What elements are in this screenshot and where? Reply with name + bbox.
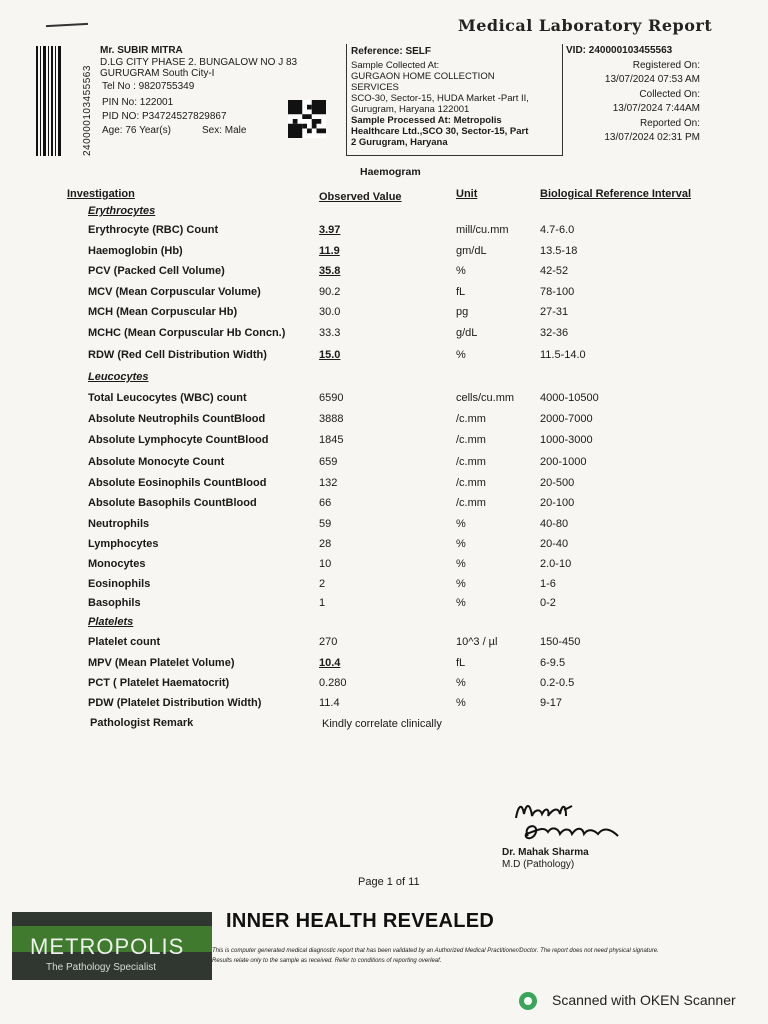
reference-range: 1000-3000 xyxy=(540,434,593,446)
reported-label: Reported On: xyxy=(639,117,700,129)
column-unit: Unit xyxy=(456,188,478,200)
table-row xyxy=(0,677,768,697)
table-row xyxy=(0,245,768,265)
observed-value: 3888 xyxy=(319,413,344,425)
vid: VID: 240000103455563 xyxy=(566,45,673,56)
reference-range: 0.2-0.5 xyxy=(540,677,575,689)
reference-range: 2000-7000 xyxy=(540,413,593,425)
test-name: Absolute Basophils CountBlood xyxy=(88,497,257,509)
unit: 10^3 / µl xyxy=(456,636,498,648)
registered-label: Registered On: xyxy=(632,59,700,71)
logo-name: METROPOLIS xyxy=(30,934,185,959)
dates-block xyxy=(566,44,700,146)
collected-at-2: SERVICES xyxy=(351,82,399,93)
test-name: Absolute Lymphocyte CountBlood xyxy=(88,434,269,446)
observed-value: 66 xyxy=(319,497,332,509)
processed-at-1: Sample Processed At: Metropolis xyxy=(351,115,502,126)
test-name: Eosinophils xyxy=(88,578,151,590)
divider xyxy=(346,44,347,156)
observed-value: 11.9 xyxy=(319,245,340,257)
scanner-watermark: Scanned with OKEN Scanner xyxy=(552,992,736,1008)
registered-date: 13/07/2024 07:53 AM xyxy=(604,74,700,85)
unit: cells/cu.mm xyxy=(456,392,515,404)
table-row xyxy=(0,434,768,454)
patient-tel: Tel No : 9820755349 xyxy=(102,81,195,92)
unit: % xyxy=(456,349,466,361)
column-range: Biological Reference Interval xyxy=(540,188,691,200)
table-row xyxy=(0,477,768,497)
table-row xyxy=(0,518,768,538)
observed-value: 59 xyxy=(319,518,332,530)
table-row xyxy=(0,392,768,412)
section-title: Haemogram xyxy=(360,166,421,178)
reference-range: 1-6 xyxy=(540,578,556,590)
observed-value: 659 xyxy=(319,456,338,468)
observed-value: 2 xyxy=(319,578,326,590)
unit: % xyxy=(456,578,466,590)
divider xyxy=(562,44,563,156)
observed-value: 6590 xyxy=(319,392,344,404)
test-name: Erythrocyte (RBC) Count xyxy=(88,224,219,236)
doctor-name: Dr. Mahak Sharma xyxy=(502,847,589,858)
collected-label: Collected On: xyxy=(639,88,700,100)
unit: /c.mm xyxy=(456,456,486,468)
test-name: Lymphocytes xyxy=(88,538,159,550)
table-row xyxy=(0,657,768,677)
collected-at-1: GURGAON HOME COLLECTION xyxy=(351,71,495,82)
reference-range: 13.5-18 xyxy=(540,245,578,257)
collected-at-4: Gurugram, Haryana 122001 xyxy=(351,104,470,115)
reference-range: 32-36 xyxy=(540,327,569,339)
patient-pid: PID NO: P34724527829867 xyxy=(102,111,227,122)
reference-range: 0-2 xyxy=(540,597,556,609)
reference-range: 78-100 xyxy=(540,286,575,298)
patient-name: Mr. SUBIR MITRA xyxy=(100,45,183,56)
processed-at-3: 2 Gurugram, Haryana xyxy=(351,137,448,148)
patient-sex: Sex: Male xyxy=(202,125,247,136)
unit: % xyxy=(456,558,466,570)
patient-age: Age: 76 Year(s) xyxy=(102,125,171,136)
observed-value: 132 xyxy=(319,477,338,489)
page-number: Page 1 of 11 xyxy=(358,876,420,888)
divider xyxy=(346,155,563,156)
decorative-line xyxy=(46,23,88,27)
test-name: MCV (Mean Corpuscular Volume) xyxy=(88,286,261,298)
unit: % xyxy=(456,538,466,550)
observed-value: 28 xyxy=(319,538,332,550)
test-name: Absolute Monocyte Count xyxy=(88,456,225,468)
test-name: RDW (Red Cell Distribution Width) xyxy=(88,349,267,361)
qr-code-icon xyxy=(288,100,326,138)
reference-range: 20-100 xyxy=(540,497,575,509)
unit: gm/dL xyxy=(456,245,487,257)
unit: % xyxy=(456,265,466,277)
observed-value: 15.0 xyxy=(319,349,341,361)
unit: /c.mm xyxy=(456,497,486,509)
collected-date: 13/07/2024 7:44AM xyxy=(612,103,700,114)
barcode-number: 240000103455563 xyxy=(82,65,93,156)
table-row xyxy=(0,497,768,517)
reference-range: 42-52 xyxy=(540,265,569,277)
unit: pg xyxy=(456,306,469,318)
test-name: Absolute Eosinophils CountBlood xyxy=(88,477,267,489)
reference-range: 2.0-10 xyxy=(540,558,572,570)
table-row xyxy=(0,286,768,306)
observed-value: 1 xyxy=(319,597,326,609)
footer-disclaimer-1: This is computer generated medical diagnostic report that has been validated by an Authorized Medical Practitioner/Doctor. The report does not need physical signature. xyxy=(212,948,659,954)
table-row xyxy=(0,327,768,347)
table-row xyxy=(0,349,768,369)
reported-date: 13/07/2024 02:31 PM xyxy=(604,132,700,143)
collected-at-label: Sample Collected At: xyxy=(351,60,440,71)
test-name: Monocytes xyxy=(88,558,146,570)
reference-range: 20-500 xyxy=(540,477,575,489)
observed-value: 35.8 xyxy=(319,265,341,277)
observed-value: 3.97 xyxy=(319,224,341,236)
table-row xyxy=(0,538,768,558)
patient-pin: PIN No: 122001 xyxy=(102,97,174,108)
observed-value: 11.4 xyxy=(319,697,340,709)
barcode-icon xyxy=(34,46,78,156)
test-name: Haemoglobin (Hb) xyxy=(88,245,183,257)
unit: fL xyxy=(456,286,466,298)
reference-range: 150-450 xyxy=(540,636,581,648)
processed-at-2: Healthcare Ltd.,SCO 30, Sector-15, Part xyxy=(351,126,529,137)
unit: % xyxy=(456,677,466,689)
reference-block xyxy=(351,46,561,148)
group-erythrocytes: Erythrocytes xyxy=(88,205,156,217)
unit: /c.mm xyxy=(456,434,486,446)
column-observed: Observed Value xyxy=(319,191,402,203)
observed-value: 90.2 xyxy=(319,286,341,298)
footer-tagline: INNER HEALTH REVEALED xyxy=(226,910,495,932)
reference-range: 11.5-14.0 xyxy=(540,349,586,361)
collected-at-3: SCO-30, Sector-15, HUDA Market -Part II, xyxy=(351,93,529,104)
reference-range: 6-9.5 xyxy=(540,657,566,669)
scanner-icon xyxy=(518,991,538,1011)
patient-address-1: D.LG CITY PHASE 2. BUNGALOW NO J 83 xyxy=(100,57,298,68)
observed-value: 1845 xyxy=(319,434,344,446)
table-row xyxy=(0,597,768,617)
reference-range: 4000-10500 xyxy=(540,392,599,404)
test-name: Basophils xyxy=(88,597,141,609)
table-row xyxy=(0,456,768,476)
table-row xyxy=(0,558,768,578)
doctor-degree: M.D (Pathology) xyxy=(502,859,575,870)
reference-range: 9-17 xyxy=(540,697,563,709)
table-row xyxy=(0,306,768,326)
test-name: Neutrophils xyxy=(88,518,150,530)
observed-value: 10 xyxy=(319,558,332,570)
unit: /c.mm xyxy=(456,413,486,425)
reference-range: 4.7-6.0 xyxy=(540,224,575,236)
column-investigation: Investigation xyxy=(67,188,135,200)
observed-value: 30.0 xyxy=(319,306,341,318)
unit: /c.mm xyxy=(456,477,486,489)
observed-value: 0.280 xyxy=(319,677,347,689)
reference-range: 200-1000 xyxy=(540,456,587,468)
test-name: MCHC (Mean Corpuscular Hb Concn.) xyxy=(88,327,286,339)
observed-value: 33.3 xyxy=(319,327,341,339)
report-title: Medical Laboratory Report xyxy=(458,16,713,35)
reference-range: 27-31 xyxy=(540,306,569,318)
table-row xyxy=(0,224,768,244)
reference-range: 40-80 xyxy=(540,518,569,530)
test-name: PDW (Platelet Distribution Width) xyxy=(88,697,262,709)
group-leucocytes: Leucocytes xyxy=(88,371,149,383)
table-row xyxy=(0,413,768,433)
group-platelets: Platelets xyxy=(88,616,134,628)
reference-range: 20-40 xyxy=(540,538,569,550)
test-name: MCH (Mean Corpuscular Hb) xyxy=(88,306,238,318)
reference: Reference: SELF xyxy=(351,46,432,57)
table-row xyxy=(0,697,768,717)
company-logo xyxy=(12,912,212,980)
test-name: PCV (Packed Cell Volume) xyxy=(88,265,225,277)
unit: g/dL xyxy=(456,327,478,339)
unit: % xyxy=(456,518,466,530)
observed-value: 270 xyxy=(319,636,338,648)
test-name: MPV (Mean Platelet Volume) xyxy=(88,657,235,669)
observed-value: 10.4 xyxy=(319,657,341,669)
unit: % xyxy=(456,697,466,709)
table-row xyxy=(0,636,768,656)
remark-value: Kindly correlate clinically xyxy=(322,718,442,730)
footer-disclaimer-2: Results relate only to the sample as received. Refer to conditions of reporting overleaf. xyxy=(212,958,442,964)
remark-label: Pathologist Remark xyxy=(90,717,194,729)
logo-tagline: The Pathology Specialist xyxy=(46,962,157,973)
table-row xyxy=(0,578,768,598)
unit: mill/cu.mm xyxy=(456,224,509,236)
test-name: Absolute Neutrophils CountBlood xyxy=(88,413,266,425)
table-row xyxy=(0,265,768,285)
test-name: Platelet count xyxy=(88,636,161,648)
test-name: PCT ( Platelet Haematocrit) xyxy=(88,677,230,689)
test-name: Total Leucocytes (WBC) count xyxy=(88,392,247,404)
unit: % xyxy=(456,597,466,609)
signature-icon xyxy=(508,796,638,846)
unit: fL xyxy=(456,657,466,669)
patient-address-2: GURUGRAM South City-I xyxy=(100,68,215,79)
